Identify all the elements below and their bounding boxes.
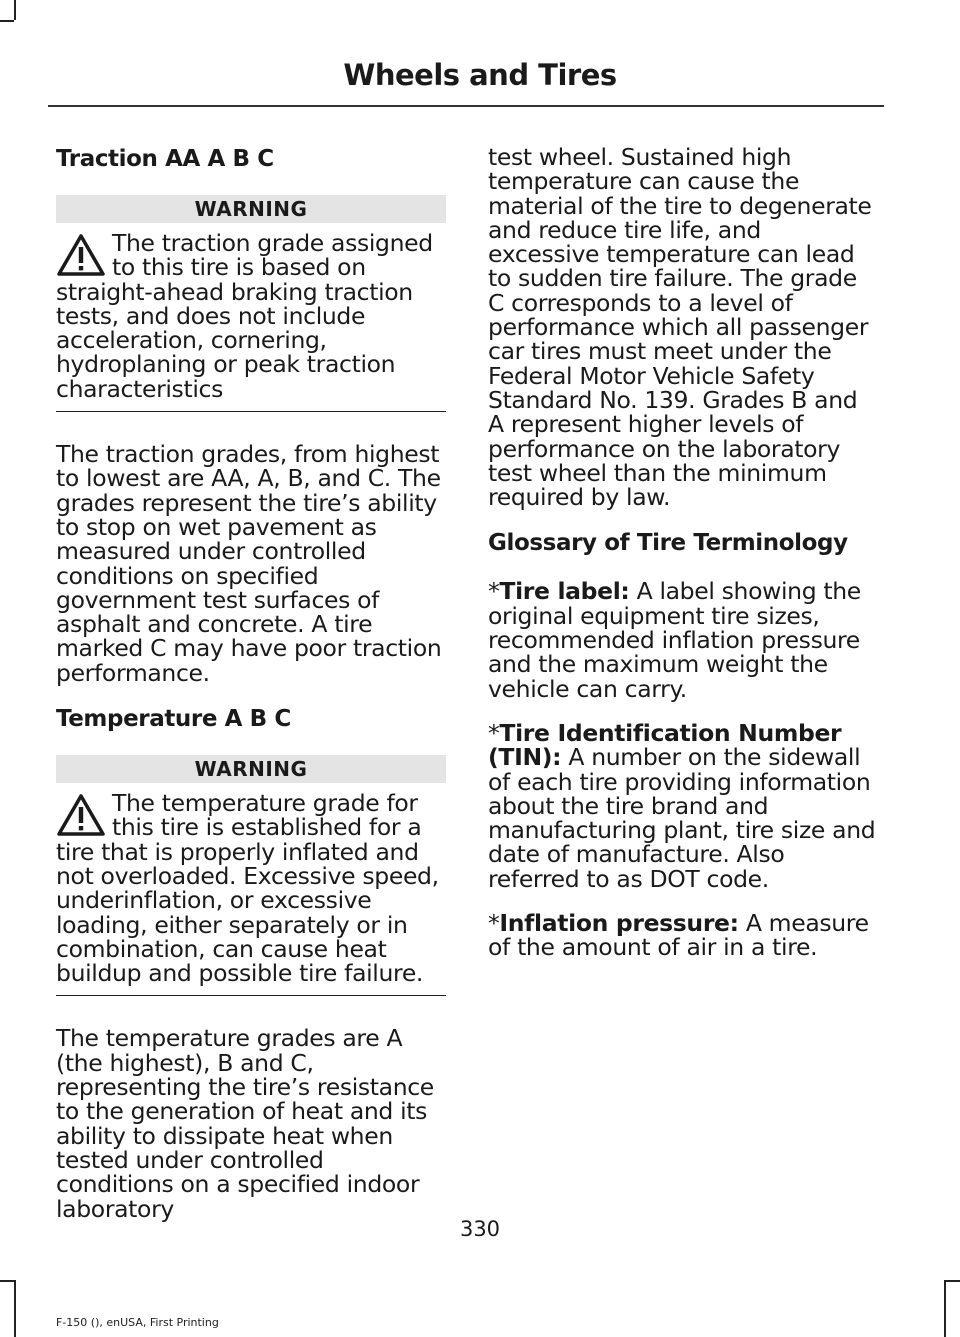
crop-mark (946, 1280, 960, 1282)
continued-paragraph: test wheel. Sustained high temperature can cause the material of the tire to degenerate and reduce tire life, and excessive temperature can lead to sudden tire failure. The grade C corresponds to a level of performance which all passenger car tires must meet under the Federal Motor Vehicle Safety Standard No. 139. Grades B and A represent higher levels of performance on the laboratory test wheel than the minimum required by law. (488, 143, 872, 512)
glossary-term: Inflation pressure: (499, 909, 739, 938)
glossary-definition: A label showing the original equipment tire sizes, recommended inflation pressure and the maximum weight the vehicle can carry. (488, 577, 861, 703)
right-column (488, 145, 878, 980)
glossary-definition: A measure of the amount of air in a tire. (488, 909, 869, 962)
glossary-prefix: * (488, 909, 500, 938)
crop-mark (0, 1280, 14, 1282)
traction-paragraph: The traction grades, from highest to lowest are AA, A, B, and C. The grades represent the tire’s ability to stop on wet pavement as measured under controlled conditions on specified government test surfaces of asphalt and concrete. A tire marked C may have poor traction performance. (56, 440, 442, 687)
glossary-entry (488, 718, 878, 893)
crop-mark (944, 1280, 946, 1337)
crop-mark (0, 20, 14, 22)
glossary-entry (488, 577, 878, 703)
crop-mark (14, 0, 16, 20)
temperature-paragraph: The temperature grades are A (the highest), B and C, representing the tire’s resistance to the generation of heat and its ability to dissipate heat when tested under controlled conditions on a specified indoor laboratory (56, 1024, 434, 1223)
warning-label: WARNING (56, 755, 446, 783)
glossary-definition: A number on the sidewall of each tire providing information about the tire brand and manufacturing plant, tire size and date of manufacture. Also referred to as DOT code. (488, 743, 876, 893)
warning-triangle-icon (56, 793, 106, 837)
warning-text: The traction grade assigned to this tire is based on straight-ahead braking traction tests, and does not include acceleration, cornering, hydroplaning or peak traction characteristics (56, 229, 433, 403)
warning-box (56, 231, 446, 412)
glossary-heading: Glossary of Tire Terminology (488, 530, 848, 557)
traction-heading: Traction AA A B C (56, 146, 274, 172)
footer-text: F-150 (), enUSA, First Printing (56, 1316, 219, 1329)
warning-label: WARNING (56, 195, 446, 223)
warning-text: The temperature grade for this tire is established for a tire that is properly inflated and not overloaded. Excessive speed, underinflation, or excessive loading, either separately or in combination, can cause heat buildup and possible tire failure. (56, 789, 439, 988)
glossary-term: Tire label: (499, 577, 630, 606)
glossary-prefix: * (488, 577, 500, 606)
glossary-prefix: * (488, 718, 500, 747)
left-column (56, 145, 446, 1241)
warning-box (56, 791, 446, 996)
glossary-term: Tire Identification Number (TIN): (488, 718, 842, 772)
page-number: 330 (459, 1217, 501, 1241)
page-title: Wheels and Tires (343, 58, 617, 92)
warning-triangle-icon (56, 233, 106, 277)
header-divider (48, 105, 884, 107)
crop-mark (14, 1280, 16, 1337)
glossary-entry (488, 911, 878, 960)
temperature-heading: Temperature A B C (56, 706, 291, 733)
